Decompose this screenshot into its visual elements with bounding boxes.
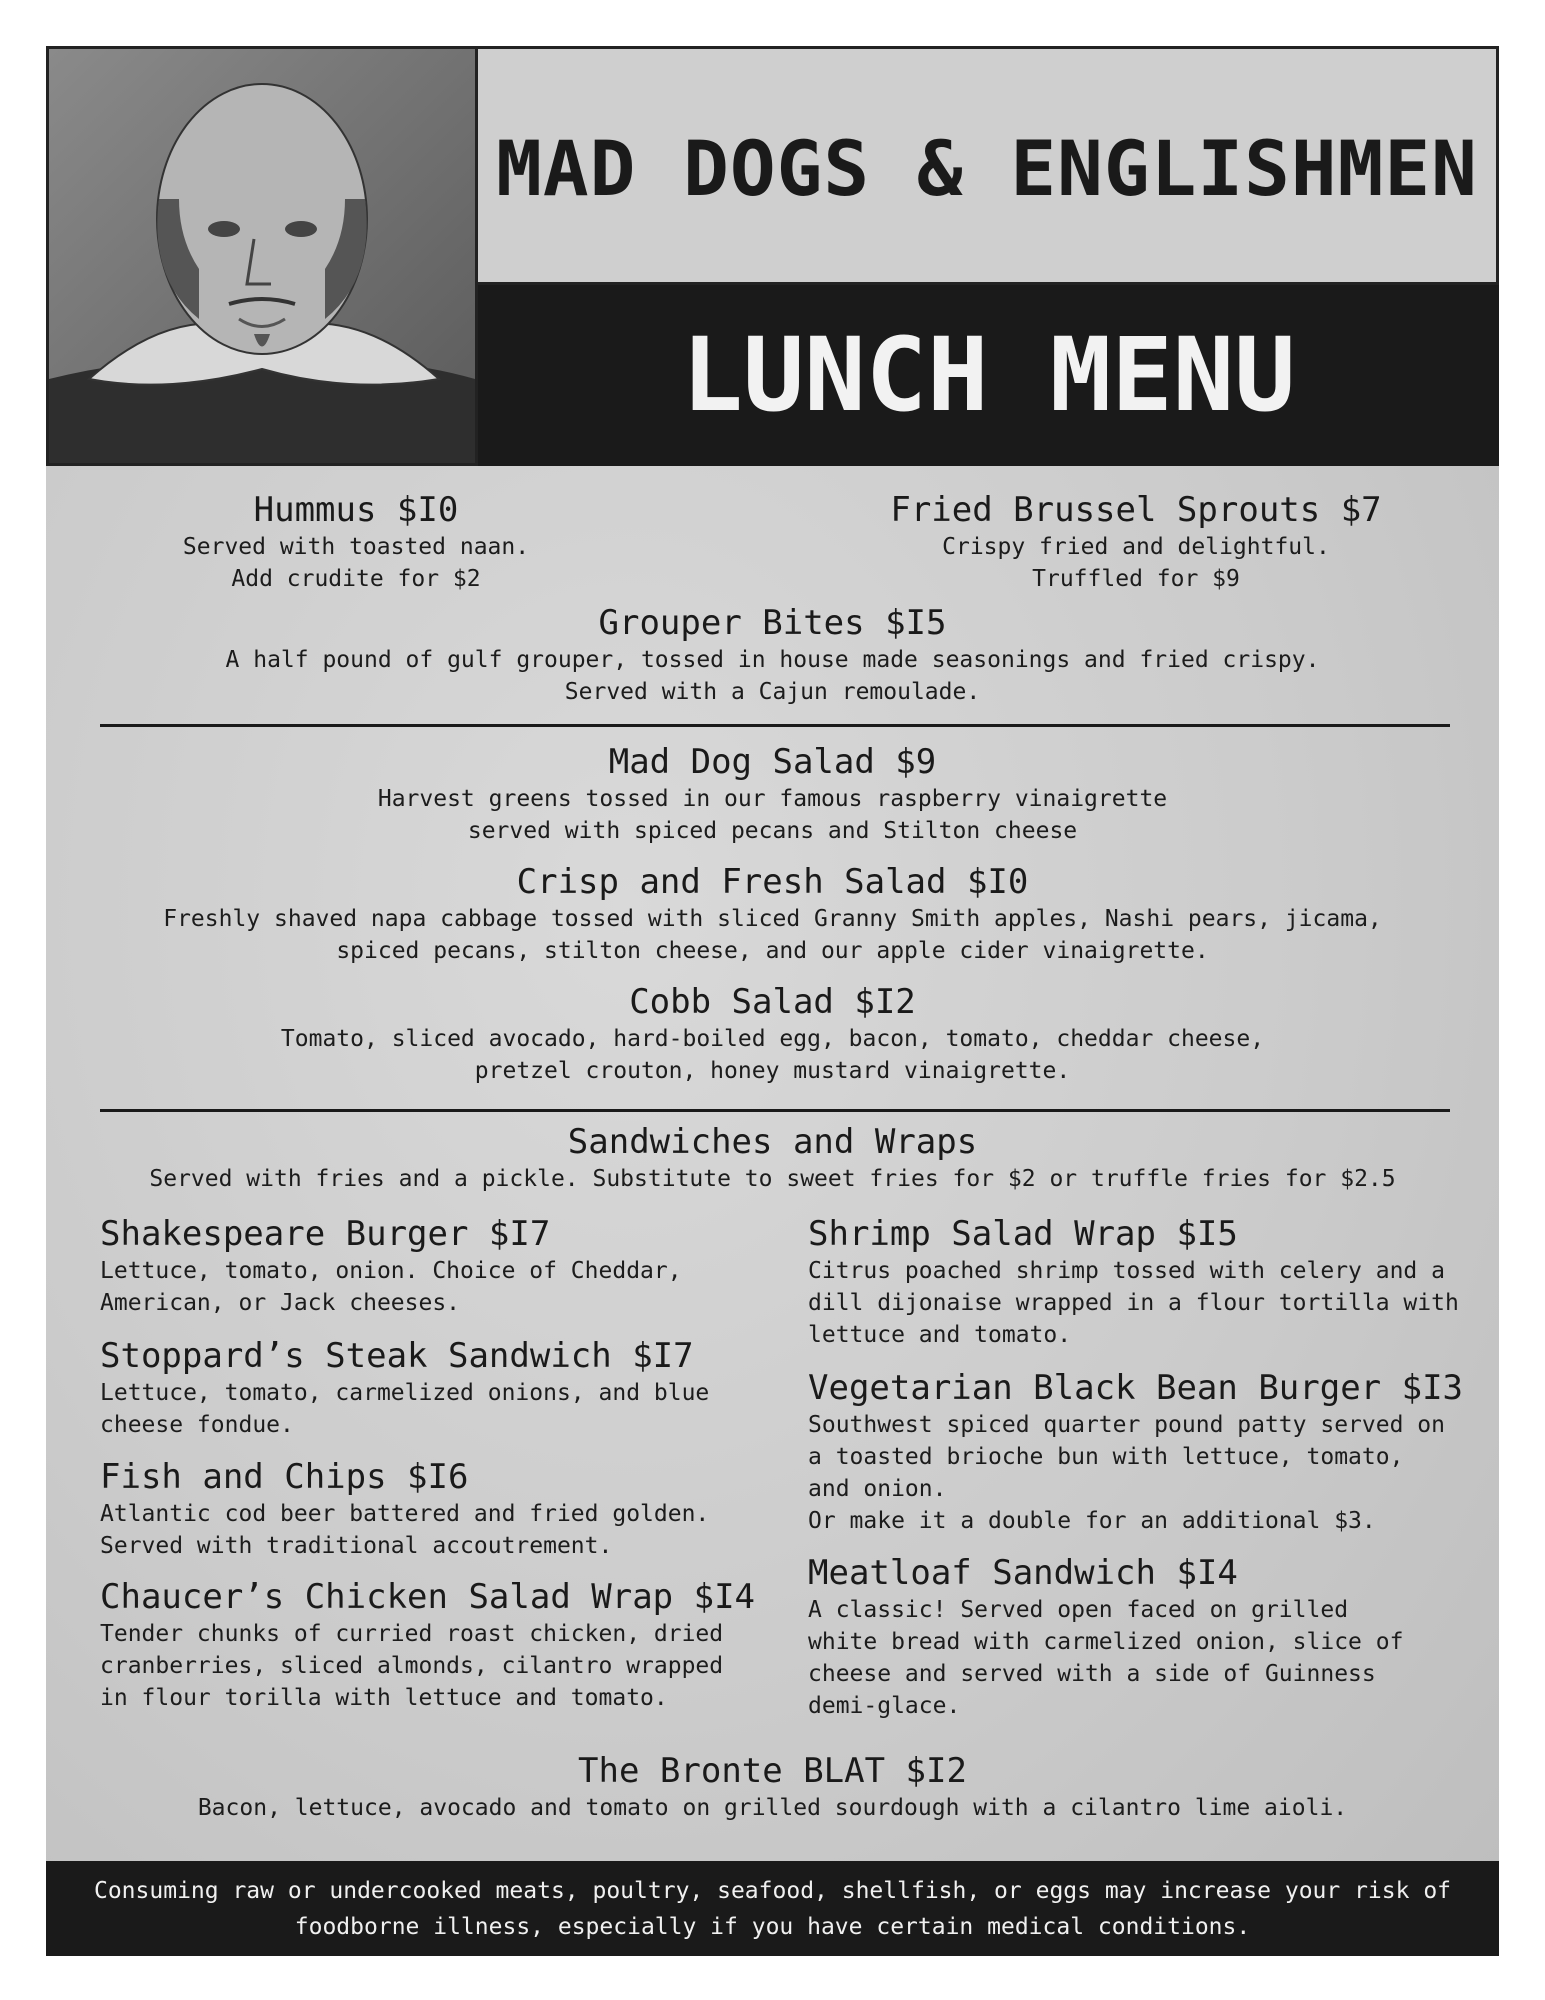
section-divider [100, 724, 1450, 727]
item-desc: demi-glace. [808, 1693, 961, 1719]
item-name: Meatloaf Sandwich $I4 [808, 1553, 1238, 1593]
menu-title-bar [478, 285, 1499, 466]
shakespeare-portrait [46, 46, 478, 466]
item-desc: Atlantic cod beer battered and fried golden. [100, 1501, 710, 1527]
section-heading: Sandwiches and Wraps [567, 1122, 978, 1162]
restaurant-name: MAD DOGS & ENGLISHMEN [496, 124, 1478, 213]
menu-page [46, 46, 1499, 1956]
menu-item-cobb-salad [46, 981, 1499, 1087]
menu-item-shakespeare-burger [100, 1213, 780, 1319]
item-name: Hummus $I0 [253, 490, 459, 530]
menu-item-crisp-fresh-salad [46, 861, 1499, 967]
item-name: Crisp and Fresh Salad $I0 [516, 862, 1029, 902]
item-desc: white bread with carmelized onion, slice of [808, 1629, 1404, 1655]
item-desc: in flour torilla with lettuce and tomato. [100, 1685, 668, 1711]
item-desc: lettuce and tomato. [808, 1322, 1072, 1348]
footer-line: foodborne illness, especially if you have certain medical conditions. [294, 1914, 1251, 1940]
menu-item-mad-dog-salad [46, 741, 1499, 847]
item-desc: Lettuce, tomato, carmelized onions, and blue [100, 1380, 710, 1406]
item-desc: Harvest greens tossed in our famous raspberry vinaigrette [377, 786, 1168, 812]
item-name: Mad Dog Salad $9 [608, 742, 937, 782]
item-name: Cobb Salad $I2 [629, 982, 916, 1022]
health-warning-footer [46, 1861, 1499, 1956]
item-desc: a toasted brioche bun with lettuce, tomato, [808, 1444, 1404, 1470]
item-desc: Southwest spiced quarter pound patty served on [808, 1412, 1445, 1438]
menu-item-brussel-sprouts [886, 489, 1386, 595]
menu-item-grouper-bites [46, 602, 1499, 708]
item-name: Stoppard’s Steak Sandwich $I7 [100, 1336, 694, 1376]
item-desc: served with spiced pecans and Stilton cheese [467, 818, 1078, 844]
menu-title: LUNCH MENU [681, 316, 1296, 435]
item-name: Shakespeare Burger $I7 [100, 1214, 551, 1254]
footer-line: Consuming raw or undercooked meats, poultry, seafood, shellfish, or eggs may increase your risk of [93, 1878, 1452, 1904]
menu-item-black-bean-burger [808, 1367, 1488, 1537]
item-desc: Served with traditional accoutrement. [100, 1533, 613, 1559]
menu-item-stoppards-steak [100, 1335, 780, 1441]
item-desc: cheese fondue. [100, 1412, 294, 1438]
menu-item-meatloaf-sandwich [808, 1552, 1488, 1722]
item-name: Vegetarian Black Bean Burger $I3 [808, 1368, 1464, 1408]
item-desc: Served with a Cajun remoulade. [564, 679, 981, 705]
item-name: Shrimp Salad Wrap $I5 [808, 1214, 1238, 1254]
section-subheading: Served with fries and a pickle. Substitute to sweet fries for $2 or truffle fries for $2.5 [149, 1166, 1396, 1192]
item-name: Fish and Chips $I6 [100, 1457, 469, 1497]
item-desc: A half pound of gulf grouper, tossed in house made seasonings and fried crispy. [225, 647, 1320, 673]
item-desc: Bacon, lettuce, avocado and tomato on grilled sourdough with a cilantro lime aioli. [197, 1795, 1348, 1821]
menu-item-bronte-blat [46, 1750, 1499, 1824]
item-desc: cranberries, sliced almonds, cilantro wrapped [100, 1653, 724, 1679]
title-box [478, 46, 1499, 285]
item-desc: A classic! Served open faced on grilled [808, 1597, 1349, 1623]
item-desc: cheese and served with a side of Guinness [808, 1661, 1376, 1687]
menu-item-hummus [156, 489, 556, 595]
item-desc: spiced pecans, stilton cheese, and our apple cider vinaigrette. [336, 938, 1209, 964]
item-desc: Tomato, sliced avocado, hard-boiled egg, bacon, tomato, cheddar cheese, [280, 1026, 1265, 1052]
item-name: Chaucer’s Chicken Salad Wrap $I4 [100, 1577, 756, 1617]
item-desc: Truffled for $9 [1032, 566, 1240, 592]
section-divider [100, 1109, 1450, 1112]
item-name: Grouper Bites $I5 [598, 603, 947, 643]
item-desc: Citrus poached shrimp tossed with celery and a [808, 1258, 1445, 1284]
item-name: The Bronte BLAT $I2 [578, 1751, 967, 1791]
item-desc: pretzel crouton, honey mustard vinaigrette. [474, 1058, 1071, 1084]
item-desc: and onion. [808, 1476, 947, 1502]
item-desc: dill dijonaise wrapped in a flour tortilla with [808, 1290, 1459, 1316]
sandwiches-section-header [46, 1121, 1499, 1195]
item-desc: Tender chunks of curried roast chicken, dried [100, 1621, 724, 1647]
menu-item-shrimp-salad-wrap [808, 1213, 1488, 1351]
item-desc: Add crudite for $2 [231, 566, 481, 592]
item-desc: Freshly shaved napa cabbage tossed with sliced Granny Smith apples, Nashi pears, jicama, [163, 906, 1382, 932]
item-desc: American, or Jack cheeses. [100, 1290, 461, 1316]
item-desc: Lettuce, tomato, onion. Choice of Cheddar, [100, 1258, 682, 1284]
menu-item-fish-chips [100, 1456, 780, 1562]
item-name: Fried Brussel Sprouts $7 [890, 490, 1382, 530]
item-desc: Crispy fried and delightful. [942, 534, 1330, 560]
item-desc: Or make it a double for an additional $3. [808, 1508, 1376, 1534]
item-desc: Served with toasted naan. [182, 534, 530, 560]
menu-item-chaucers-chicken-wrap [100, 1576, 780, 1714]
